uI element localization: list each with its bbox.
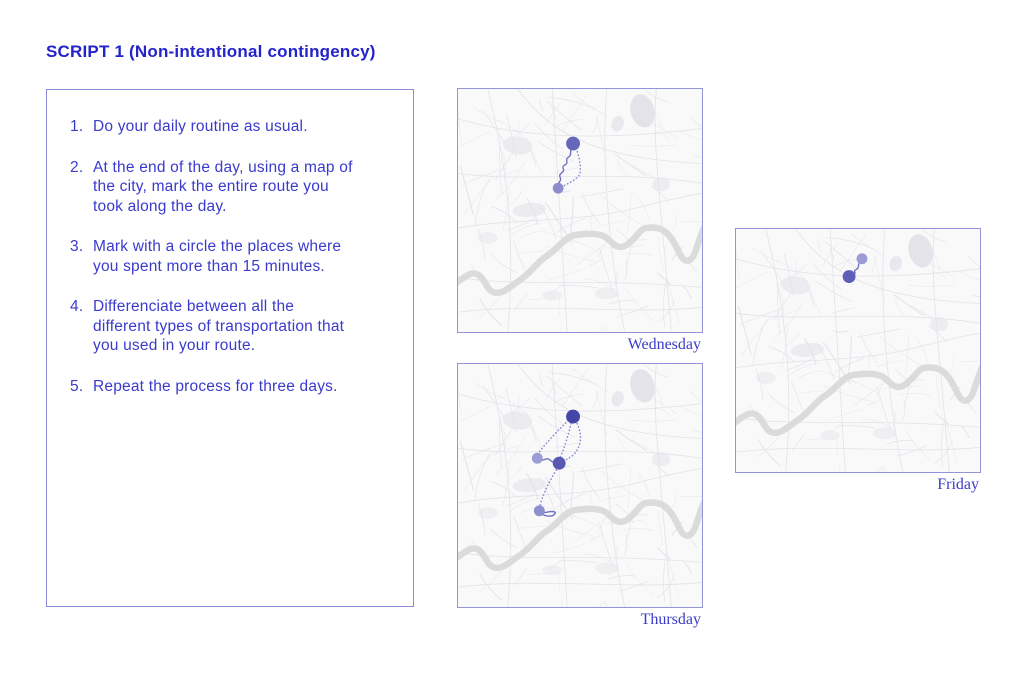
day-label: Thursday [640,611,701,628]
instruction-item [70,117,395,137]
map-area-blob [595,287,619,299]
instruction-list [47,90,413,396]
day-map-panel-friday [735,228,981,494]
instruction-text: At the end of the day, using a map of the city, mark the entire route you took along the day. [93,158,353,215]
instruction-number: 5. [70,377,84,395]
stop-circle [532,453,543,464]
london-map [735,228,981,473]
instruction-item [70,158,395,217]
day-map-panel-wednesday [457,88,703,354]
minor-street [980,285,981,326]
map-area-blob [595,562,619,574]
stop-circle [566,410,580,424]
instruction-text: Differenciate between all the different types of transportation that you used in your route. [93,298,345,354]
day-label: Friday [937,476,979,493]
instruction-number: 1. [70,118,84,135]
instruction-item [70,237,395,276]
stop-circle [553,183,564,194]
stop-circle [843,270,856,283]
day-map-panel-thursday [457,363,703,629]
instruction-text: Do your daily routine as usual. [93,118,308,135]
instruction-item [70,377,395,397]
instruction-text: Repeat the process for three days. [93,377,338,395]
instruction-number: 3. [70,238,84,255]
london-map [457,363,703,608]
stop-circle [566,137,580,151]
stop-circle [534,505,545,516]
instruction-text: Mark with a circle the places where you spent more than 15 minutes. [93,238,342,275]
stop-circle [857,253,868,264]
instruction-number: 2. [70,158,84,176]
map-area-blob [873,427,897,439]
london-map [457,88,703,333]
instruction-box [46,89,414,607]
minor-street [702,420,703,461]
instruction-item [70,297,395,356]
minor-street [702,145,703,186]
stop-circle [553,457,566,470]
page-title: SCRIPT 1 (Non-intentional contingency) [46,42,376,61]
day-label: Wednesday [627,336,701,353]
instruction-number: 4. [70,298,84,315]
